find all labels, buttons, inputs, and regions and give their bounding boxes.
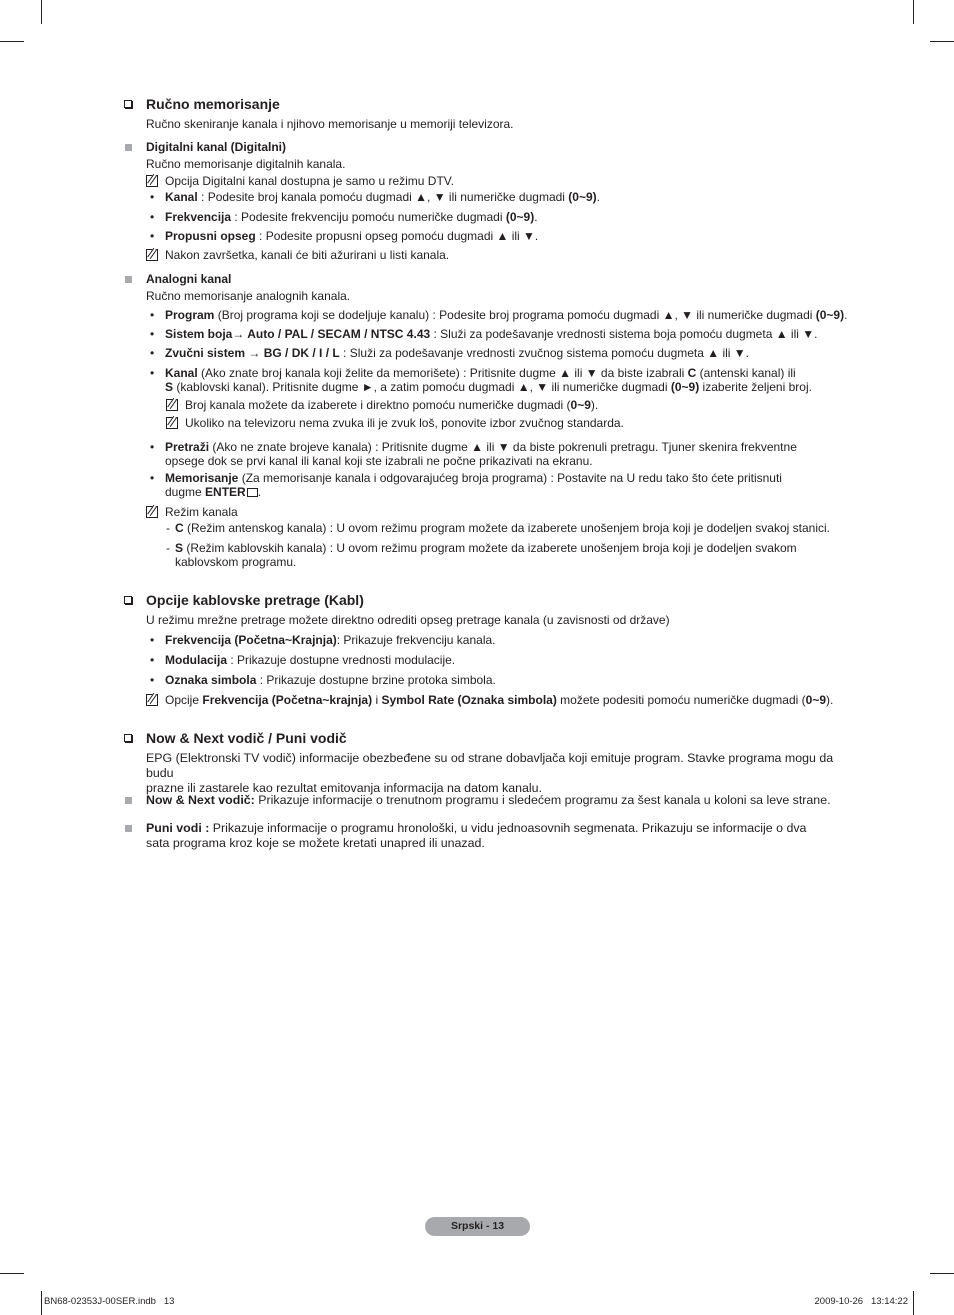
note-text: Opcije Frekvencija (Početna~krajnja) i Symbol Rate (Oznaka simbola) možete podesiti pomoću numeričke dugmadi (0~9). [165,693,834,707]
section-checkbox-icon [124,734,132,742]
note-icon [166,399,178,411]
bullet-icon: • [150,210,155,224]
list-item: Propusni opseg : Podesite propusni opseg pomoću dugmadi ▲ ili ▼. [165,229,539,243]
list-item: Now & Next vodič: Prikazuje informacije o trenutnom programu i sledećem programu za šest kanala u koloni sa leve strane. [146,793,831,807]
note-icon [146,249,158,261]
section-checkbox-icon [124,100,132,108]
bullet-icon: • [150,229,155,243]
list-item: Kanal (Ako znate broj kanala koji želite da memorišete) : Pritisnite dugme ▲ ili ▼ da biste izabrali C (antenski kanal) ili S (kablovski kanal). Pritisnite dugme ►, a zatim pomoću dugmadi ▲, ▼ ili numeričke dugmadi (0~9) izaberite željeni broj. [165,366,812,394]
bullet-icon: • [150,633,155,647]
list-item: S (Režim kablovskih kanala) : U ovom režimu program možete da izaberete unošenjem broja koji je dodeljen svakom kablovskom programu. [175,541,797,569]
section-description: U režimu mrežne pretrage možete direktno odrediti opseg pretrage kanala (u zavisnosti od države) [146,613,670,627]
note-icon [166,417,178,429]
bullet-icon: • [150,440,155,454]
bullet-icon: • [150,471,155,485]
section-description: EPG (Elektronski TV vodič) informacije obezbeđene su od strane dobavljača koji emituje program. Stavke programa mogu da budu prazne ili zastarele kao rezultat emitovanja informacija na datom kanalu. [146,751,834,795]
section-title: Now & Next vodič / Puni vodič [146,730,347,746]
square-bullet-icon [125,825,132,832]
note-icon [146,506,158,518]
page-number-badge: Srpski - 13 [425,1217,530,1236]
footer-filename: BN68-02353J-00SER.indb 13 [44,1296,175,1307]
subsection-description: Ručno memorisanje analognih kanala. [146,289,351,303]
footer-timestamp: 2009-10-26 13:14:22 [814,1296,908,1307]
subsection-title: Digitalni kanal (Digitalni) [146,140,287,154]
note-icon [146,175,158,187]
note-text: Nakon završetka, kanali će biti ažurirani u listi kanala. [165,248,450,262]
bullet-icon: • [150,308,155,322]
square-bullet-icon [125,797,132,804]
bullet-icon: • [150,327,155,341]
list-item: Oznaka simbola : Prikazuje dostupne brzine protoka simbola. [165,673,496,687]
list-item: Memorisanje (Za memorisanje kanala i odgovarajućeg broja programa) : Postavite na U redu tako što ćete pritisnuti dugme ENTER . [165,471,782,499]
dash-bullet: - [166,521,170,535]
dash-bullet: - [166,541,170,555]
note-text: Opcija Digitalni kanal dostupna je samo u režimu DTV. [165,174,455,188]
list-item: Modulacija : Prikazuje dostupne vrednosti modulacije. [165,653,456,667]
list-item: Zvučni sistem → BG / DK / I / L : Služi za podešavanje vrednosti zvučnog sistema pomoću dugmeta ▲ ili ▼. [165,346,750,360]
section-checkbox-icon [124,596,132,604]
subsection-title: Analogni kanal [146,272,232,286]
section-title: Opcije kablovske pretrage (Kabl) [146,592,364,608]
bullet-icon: • [150,346,155,360]
enter-icon [247,488,258,497]
bullet-icon: • [150,653,155,667]
list-item: Sistem boja→ Auto / PAL / SECAM / NTSC 4.43 : Služi za podešavanje vrednosti sistema boja pomoću dugmeta ▲ ili ▼. [165,327,818,341]
list-item: Puni vodi : Prikazuje informacije o programu hronološki, u vidu jednoasovnih segmenata. Prikazuju se informacije o dva sata programa kroz koje se možete kretati unapred ili unazad. [146,821,807,850]
subsection-description: Ručno memorisanje digitalnih kanala. [146,157,346,171]
bullet-icon: • [150,366,155,380]
note-text: Režim kanala [165,505,238,519]
note-icon [146,694,158,706]
note-text: Broj kanala možete da izaberete i direktno pomoću numeričke dugmadi (0~9). [185,398,599,412]
list-item: Frekvencija (Početna~Krajnja): Prikazuje frekvenciju kanala. [165,633,496,647]
square-bullet-icon [125,144,132,151]
square-bullet-icon [125,276,132,283]
section-title: Ručno memorisanje [146,96,280,112]
bullet-icon: • [150,673,155,687]
list-item: Pretraži (Ako ne znate brojeve kanala) : Pritisnite dugme ▲ ili ▼ da biste pokrenuli pretragu. Tjuner skenira frekventne opsege dok se prvi kanal ili kanal koji ste izabrali ne počne prikazivati na ekranu. [165,440,797,468]
bullet-icon: • [150,190,155,204]
list-item: Frekvencija : Podesite frekvenciju pomoću numeričke dugmadi (0~9). [165,210,538,224]
list-item: Kanal : Podesite broj kanala pomoću dugmadi ▲, ▼ ili numeričke dugmadi (0~9). [165,190,600,204]
list-item: C (Režim antenskog kanala) : U ovom režimu program možete da izaberete unošenjem broja koji je dodeljen svakoj stanici. [175,521,830,535]
section-description: Ručno skeniranje kanala i njihovo memorisanje u memoriji televizora. [146,117,514,131]
list-item: Program (Broj programa koji se dodeljuje kanalu) : Podesite broj programa pomoću dugmadi ▲, ▼ ili numeričke dugmadi (0~9). [165,308,848,322]
note-text: Ukoliko na televizoru nema zvuka ili je zvuk loš, ponovite izbor zvučnog standarda. [185,416,624,430]
